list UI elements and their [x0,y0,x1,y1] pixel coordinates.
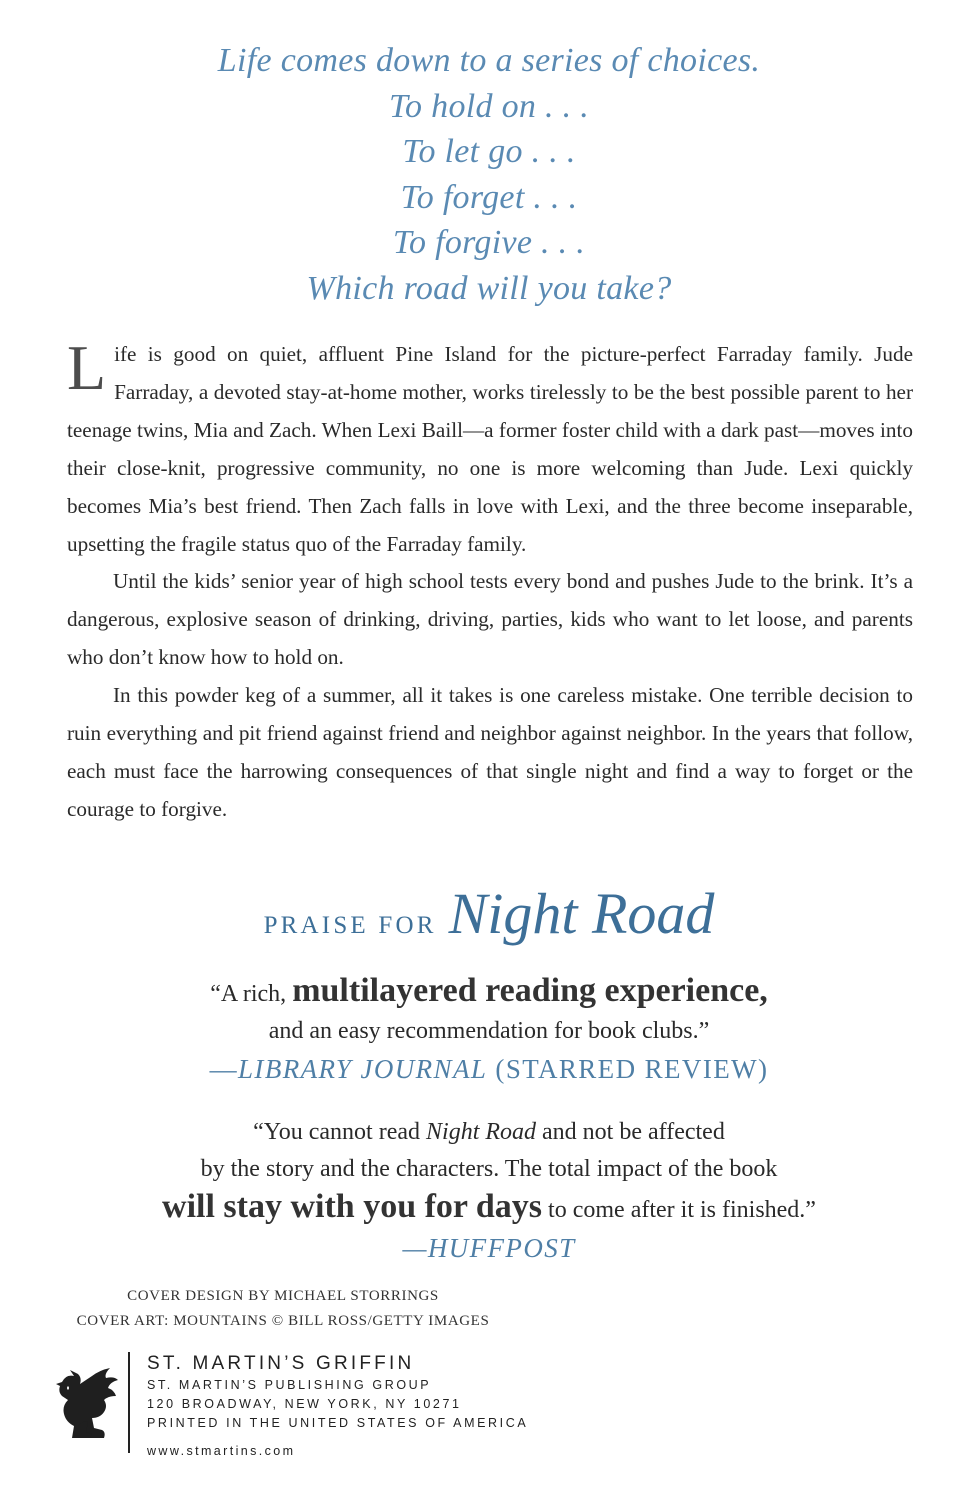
tagline-line-6: Which road will you take? [306,269,672,307]
drop-cap: L [67,332,107,403]
quote-1-note: (STARRED REVIEW) [495,1054,769,1084]
tagline-line-3: To let go . . . [402,133,576,170]
blurb-paragraph-1 [67,332,913,563]
blurb-paragraph-3: In this powder keg of a summer, all it takes is one careless mistake. One terrible decision to ruin everything and pit friend against friend and neighbor against neighbor. In the years that follow, each must face the harrowing consequences of that single night and find a way to forget or the courage to forgive. [67,683,913,821]
tagline-line-4: To forget . . . [400,178,578,216]
quote-1-line-2: and an easy recommendation for book clubs.” [268,1018,710,1044]
quote-1-attribution [0,1050,978,1088]
cover-credits [0,1284,566,1334]
publisher-group: ST. MARTIN’S PUBLISHING GROUP [147,1378,432,1392]
tagline-line-2: To hold on . . . [388,87,590,125]
quote-2-line-1-rest: and not be affected [542,1119,725,1145]
quote-1-open: “A rich, [210,981,287,1007]
blurb-paragraph-1-text: ife is good on quiet, affluent Pine Island for the picture-perfect Farraday family. Jude Farraday, a devoted stay-at-home mother, works tirelessly to be the best possible parent to her teenage twins, Mia and Zach. When Lexi Baill—a former foster child with a dark past—moves into their close-knit, progressive community, no one is more welcoming than Jude. Lexi quickly becomes Mia’s best friend. Then Zach falls in love with Lexi, and the three become inseparable, upsetting the fragile status quo of the Farraday family. [67,342,913,556]
review-quote-2 [0,1114,978,1267]
publisher-imprint [147,1352,528,1460]
quote-2-source: —HUFFPOST [402,1233,576,1263]
publisher-name: ST. MARTIN’S GRIFFIN [147,1353,415,1374]
quote-2-line-3 [0,1188,978,1229]
quote-1-line-1 [0,972,978,1013]
cover-design-credit: COVER DESIGN BY MICHAEL STORRINGS [127,1288,439,1304]
quote-1-dash: — [209,1054,239,1084]
quote-2-line-3-rest: to come after it is finished.” [548,1197,816,1223]
tagline-line-5: To forgive . . . [392,224,586,261]
publisher-divider [128,1352,130,1453]
praise-heading [0,880,978,947]
book-blurb [67,332,913,829]
praise-book-title: Night Road [448,881,715,946]
quote-1-emphasis: multilayered reading experience, [292,972,768,1009]
review-quote-1 [0,972,978,1088]
griffin-logo-icon [52,1366,120,1440]
printed-in: PRINTED IN THE UNITED STATES OF AMERICA [147,1416,529,1430]
publisher-address: 120 BROADWAY, NEW YORK, NY 10271 [147,1397,462,1411]
blurb-paragraph-2: Until the kids’ senior year of high school tests every bond and pushes Jude to the brink. It’s a dangerous, explosive season of drinking, driving, parties, kids who want to let loose, and parents who don’t know how to hold on. [67,569,913,670]
tagline-line-1: Life comes down to a series of choices. [217,42,761,79]
quote-2-book-title: Night Road [426,1119,537,1145]
quote-2-emphasis: will stay with you for days [162,1188,543,1225]
praise-prefix: PRAISE FOR [263,912,437,939]
publisher-url: www.stmartins.com [147,1444,296,1458]
quote-2-open: “You cannot read [253,1119,421,1145]
quote-1-source: LIBRARY JOURNAL [238,1054,488,1084]
quote-2-attribution [0,1229,978,1267]
quote-2-line-2: by the story and the characters. The total impact of the book [200,1156,778,1182]
tagline [0,38,978,311]
quote-2-line-1 [0,1114,978,1151]
cover-art-credit: COVER ART: MOUNTAINS © BILL ROSS/GETTY IMAGES [76,1313,490,1329]
